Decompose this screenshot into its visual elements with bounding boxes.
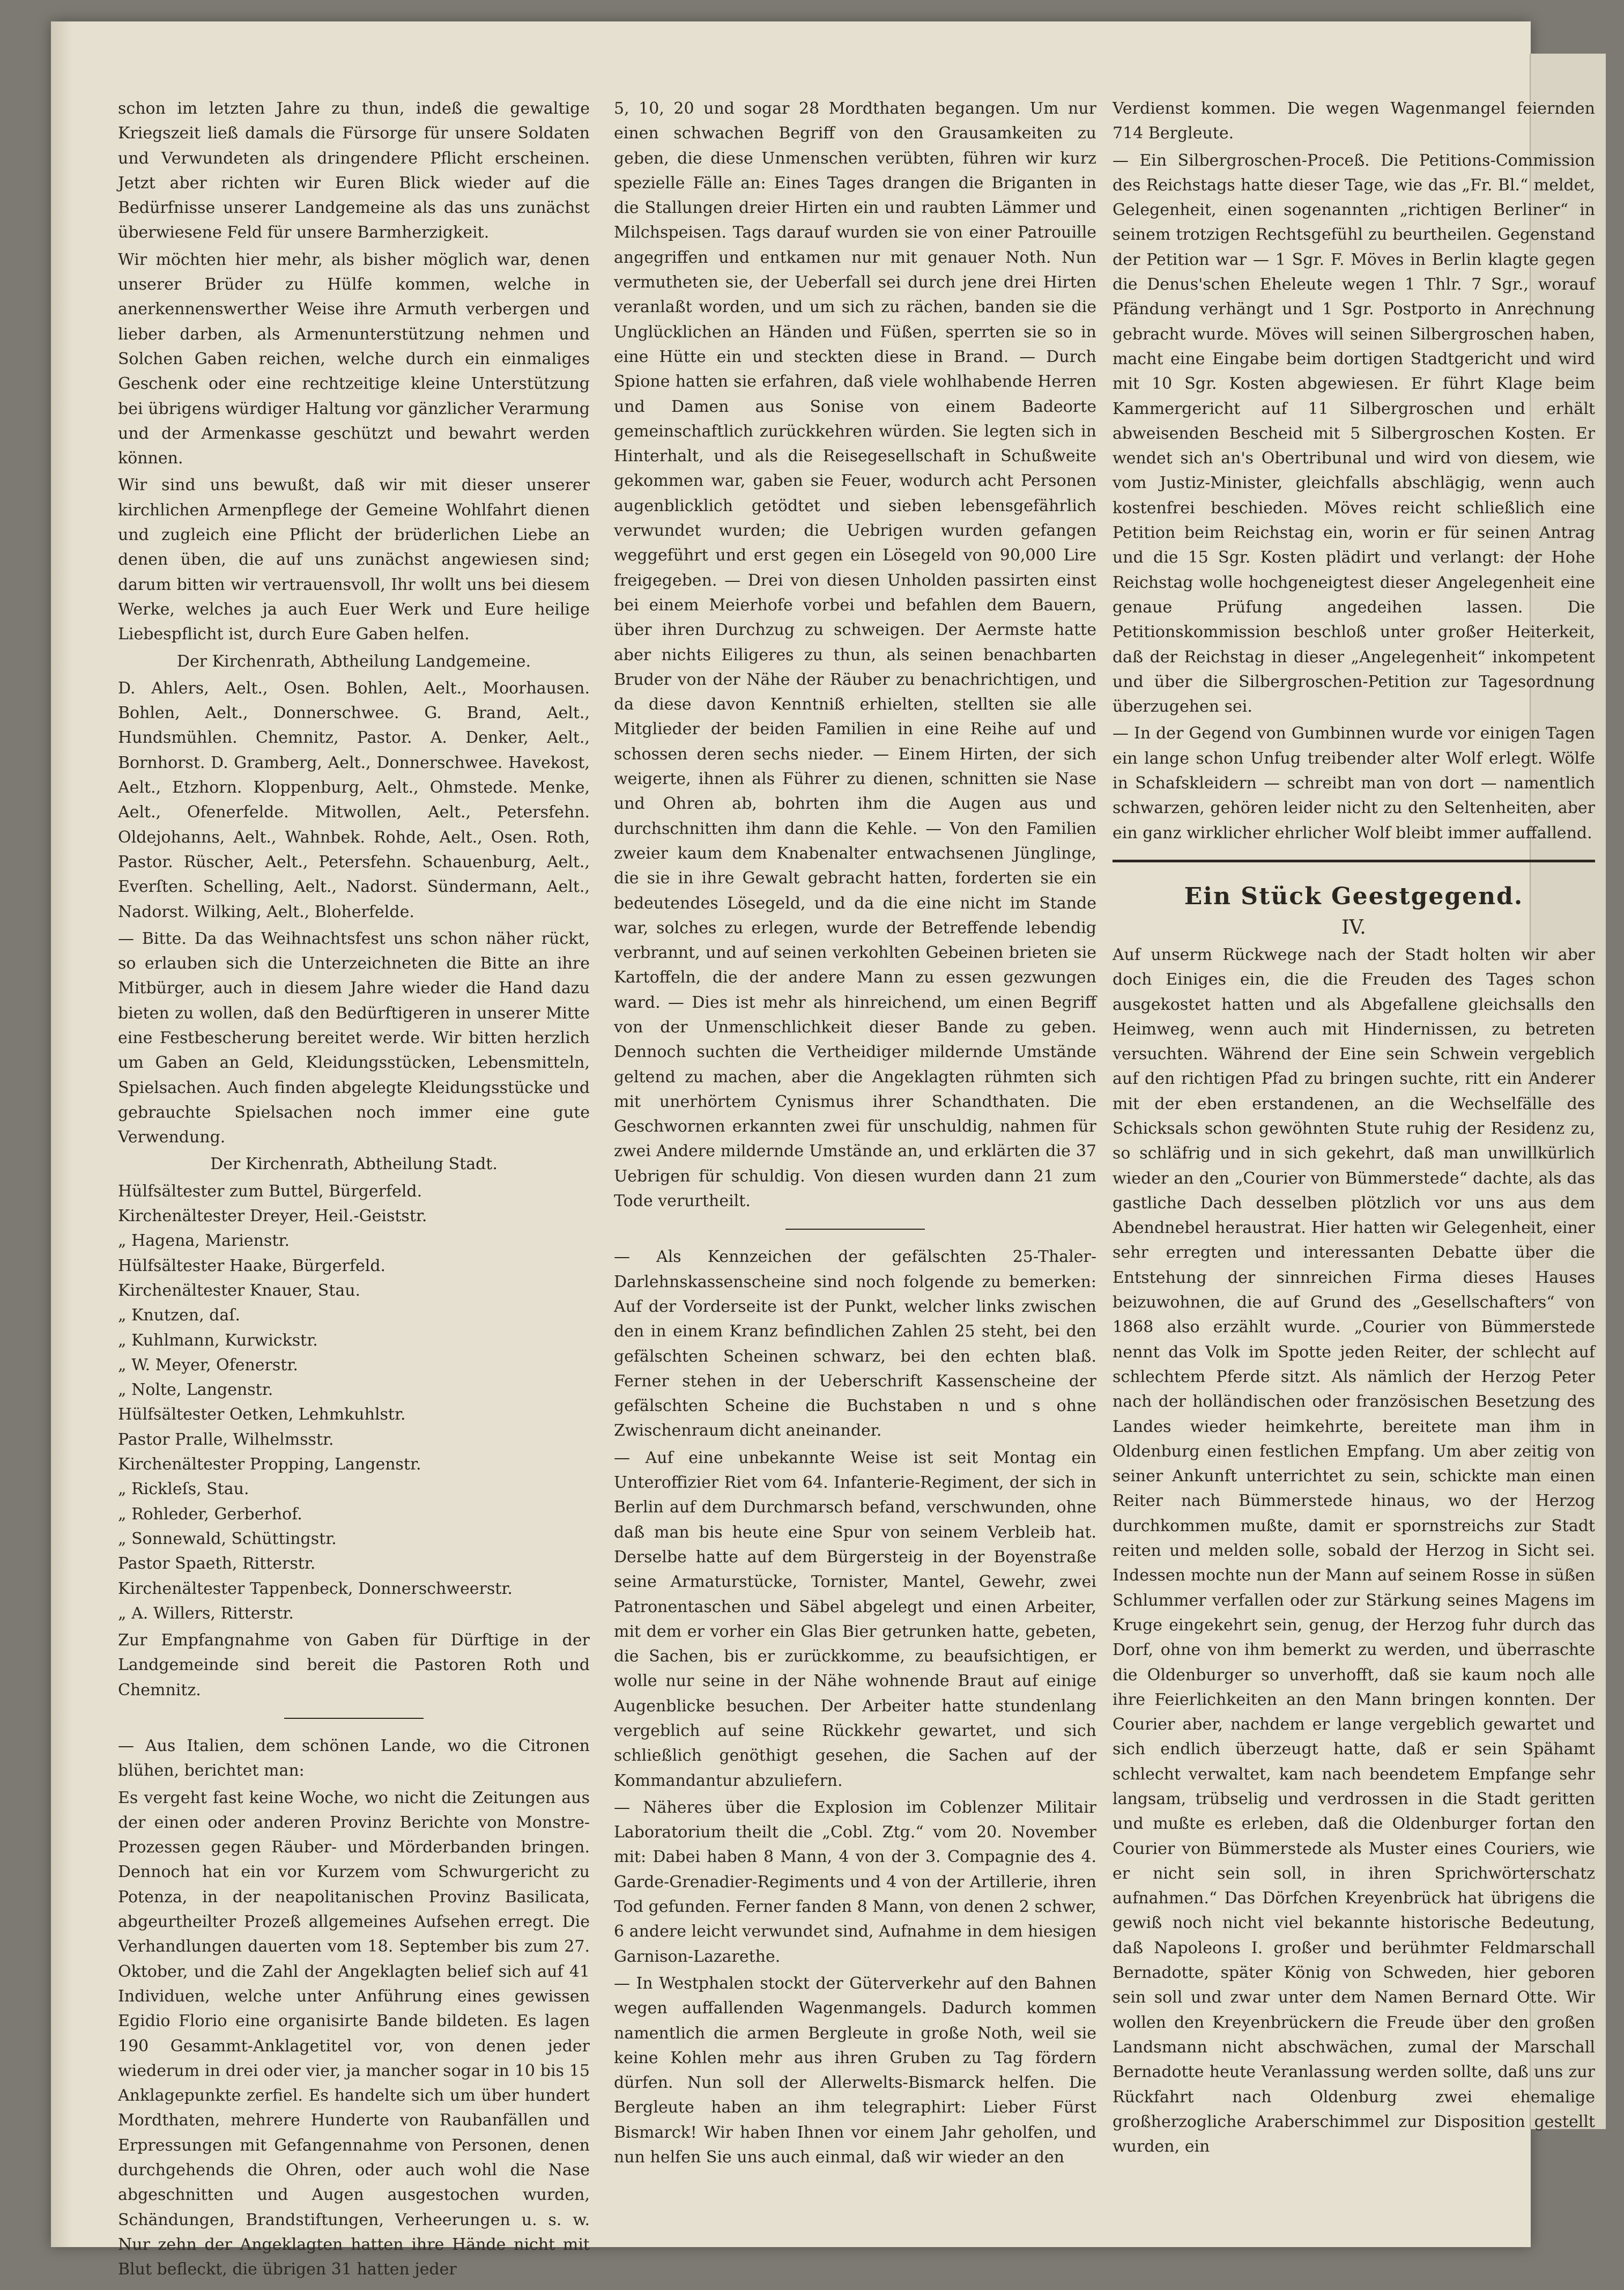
col1-paragraph-10: Es vergeht fast keine Woche, wo nicht die Zeitungen aus der einen oder anderen Provinz Berichte von Monstre-Prozessen gegen Räuber- und Mörderbanden bringen. Dennoch hat ein vor Kurzem vom Schwurgericht zu Potenza, in der neapolitanischen Provinz Basilicata, abgeurtheilter Prozeß allgemeines Aufsehen erregt. Die Verhandlungen dauerten vom 18. September bis zum 27. Oktober, und die Zahl der Angeklagten belief sich auf 41 Individuen, welche unter Anführung eines gewissen Egidio Florio eine organisirte Bande bildeten. Es lagen 190 Gesammt-Anklagetitel vor, von denen jeder wiederum in drei oder vier, ja mancher sogar in 10 bis 15 Anklagepunkte zerfiel. Es handelte sich um über hundert Mordthaten, mehrere Hunderte von Raubanfällen und Erpressungen mit Gefangennahme von Personen, denen durchgehends die Ohren, oder auch wohl die Nase abgeschnitten und Augen ausgestochen wurden, Schändungen, Brandstiftungen, Verheerungen u. s. w. Nur zehn der Angeklagten hatten ihre Hände nicht mit Blut befleckt, die übrigen 31 hatten jeder — [118, 1788, 590, 2279]
col1-paragraph-7: Der Kirchenrath, Abtheilung Stadt. — [210, 1155, 498, 1174]
separator-rule — [785, 1229, 925, 1230]
col1-paragraph-4: Der Kirchenrath, Abtheilung Landgemeine. — [176, 652, 531, 671]
newspaper-page — [51, 21, 1595, 2279]
column-1 — [118, 97, 590, 2282]
col2-paragraph-2: — Als Kennzeichen der gefälschten 25-Thaler-Darlehnskassenscheine sind noch folgende zu bemerken: Auf der Vorderseite ist der Punkt, welcher links zwischen den in einem Kranz befindlichen Zahlen 25 steht, bei den gefälschten Scheinen schwarz, bei den echten blaß. Ferner stehen in der Ueberschrift Kassenscheine der gefälschten Scheine die Buchstaben n und s ohne Zwischenraum dicht aneinander. — [614, 1247, 1096, 1441]
col2-paragraph-1: 5, 10, 20 und sogar 28 Mordthaten begangen. Um nur einen schwachen Begriff von den Grausamkeiten zu geben, die diese Unmenschen verübten, führen wir kurz spezielle Fälle an: Eines Tages drangen die Briganten in die Stallungen dreier Hirten ein und raubten Lämmer und Milchspeisen. Tags darauf wurden sie von einer Patrouille angegriffen und entkamen nur mit genauer Noth. Nun vermutheten sie, der Ueberfall sei durch jene drei Hirten veranlaßt worden, und um sich zu rächen, banden sie die Unglücklichen an Händen und Füßen, sperrten sie so in eine Hütte ein und steckten diese in Brand. — Durch Spione hatten sie erfahren, daß viele wohlhabende Herren und Damen aus Sonise von einem Badeorte gemeinschaftlich zurückkehren würden. Sie legten sich in Hinterhalt, und als die Reisegesellschaft in Schußweite gekommen war, gaben sie Feuer, wodurch acht Personen augenblicklich getödtet und sieben lebensgefährlich verwundet wurden; die Uebrigen wurden gefangen weggeführt und erst gegen ein Lösegeld von 90,000 Lire freigegeben. — Drei von diesen Unholden passirten einst bei einem Meierhofe vorbei und befahlen dem Bauern, über ihren Durchzug zu schweigen. Der Aermste hatte aber nichts Eiligeres zu thun, als seinen benachbarten Bruder von der Nähe der Räuber zu benachrichtigen, und da diese davon Kenntniß erhielten, stellten sie alle Mitglieder der beiden Familien in eine Reihe auf und schossen deren sechs nieder. — Einem Hirten, der sich weigerte, ihnen als Führer zu dienen, schnitten sie Nase und Ohren ab, bohrten ihm die Augen aus und durchschnitten ihm dann die Kehle. — Von den Familien zweier kaum dem Knabenalter entwachsenen Jünglinge, die sie in ihre Gewalt gebracht hatten, forderten sie ein bedeutendes Lösegeld, und da die eine nicht im Stande war, solches zu erlegen, wurde der Betreffende lebendig verbrannt, und auf seinen verkohlten Gebeinen brieten sie Kartoffeln, die der andere Mann zu essen gezwungen ward. — Dies ist mehr als hinreichend, um einen Begriff von der Unmenschlichkeit dieser Bande zu geben. Dennoch suchten die Vertheidiger mildernde Umstände geltend zu machen, aber die Angeklagten rühmten sich mit unerhörtem Cynismus ihrer Schandthaten. Die Geschwornen erkannten zwei für unschuldig, nahmen für zwei Andere mildernde Umstände an, und erklärten die 37 Uebrigen für schuldig. Von diesen wurden dann 21 zum Tode verurtheilt. — [614, 99, 1096, 1211]
col1-paragraph-9: — Aus Italien, dem schönen Lande, wo die Citronen blühen, berichtet man: — [118, 1737, 590, 1781]
section-title: Ein Stück Geestgegend. — [1184, 882, 1524, 910]
section-divider — [1113, 860, 1595, 862]
col1-paragraph-1: schon im letzten Jahre zu thun, indeß die gewaltige Kriegszeit ließ damals die Fürsorge für unsere Soldaten und Verwundeten als dringendere Pflicht erscheinen. Jetzt aber richten wir Euren Blick wieder auf die Bedürfnisse unserer Landgemeine als das uns zunächst überwiesene Feld für unsere Barmherzigkeit. — [118, 99, 590, 242]
col2-paragraph-3: — Auf eine unbekannte Weise ist seit Montag ein Unteroffizier Riet vom 64. Infanterie-Regiment, der sich in Berlin auf dem Durchmarsch befand, verschwunden, ohne daß man bis heute eine Spur von seinem Verbleib hat. Derselbe hatte auf dem Bürgersteig in der Boyenstraße seine Armaturstücke, Tornister, Mantel, Gewehr, zwei Patronentaschen und Säbel abgelegt und einen Arbeiter, mit dem er vorher ein Glas Bier getrunken hatte, gebeten, die Sachen, bis er zurückkomme, zu beaufsichtigen, er wolle nur seine in der Nähe wohnende Braut auf einige Augenblicke besuchen. Der Arbeiter hatte stundenlang vergeblich auf seine Rückkehr gewartet, und sich schließlich genöthigt gesehen, die Sachen auf der Kommandantur abzuliefern. — [614, 1448, 1096, 1790]
col1-signers: Hülfsältester zum Buttel, Bürgerfeld. Kirchenältester Dreyer, Heil.-Geiststr. „ Hagena, Marienstr. Hülfsältester Haake, Bürgerfeld. Kirchenältester Knauer, Stau. „ Knutzen, daſ. „ Kuhlmann, Kurwickstr. „ W. Meyer, Ofenerstr. „ Nolte, Langenstr. Hülfsältester Oetken, Lehmkuhlstr. Pastor Pralle, Wilhelmsstr. Kirchenältester Propping, Langenstr. „ Rickleſs, Stau. „ Rohleder, Gerberhof. „ Sonnewald, Schüttingstr. Pastor Spaeth, Ritterstr. Kirchenältester Tappenbeck, Donnerschweerstr. „ A. Willers, Ritterstr. — [118, 1181, 513, 1623]
col3-paragraph-3: — In der Gegend von Gumbinnen wurde vor einigen Tagen ein lange schon Unfug treibender alter Wolf erlegt. Wölfe in Schafskleidern — schreibt man von dort — namentlich schwarzen, gehören leider nicht zu den Seltenheiten, aber ein ganz wirklicher ehrlicher Wolf bleibt immer auffallend. — [1113, 724, 1595, 843]
col2-paragraph-4: — Näheres über die Explosion im Coblenzer Militair Laboratorium theilt die „Cobl. Ztg.“ vom 20. November mit: Dabei haben 8 Mann, 4 von der 3. Compagnie des 4. Garde-Grenadier-Regiments und 4 von der Artillerie, ihren Tod gefunden. Ferner fanden 8 Mann, von denen 2 schwer, 6 andere leicht verwundet sind, Aufnahme in dem hiesigen Garnison-Lazarethe. — [614, 1798, 1096, 1966]
col1-paragraph-6: — Bitte. Da das Weihnachtsfest uns schon näher rückt, so erlauben sich die Unterzeichneten die Bitte an ihre Mitbürger, auch in diesem Jahre wieder die Hand dazu bieten zu wollen, daß den Bedürftigeren in unserer Mitte eine Festbescherung bereitet werde. Wir bitten herzlich um Gaben an Geld, Kleidungsstücken, Lebensmitteln, Spielsachen. Auch finden abgelegte Kleidungsstücke und gebrauchte Spielsachen noch immer eine gute Verwendung. — [118, 929, 590, 1147]
page-fold-shadow — [51, 21, 72, 2247]
section-number: IV. — [1341, 916, 1366, 939]
col1-paragraph-3: Wir sind uns bewußt, daß wir mit dieser unserer kirchlichen Armenpflege der Gemeine Wohlfahrt dienen und zugleich eine Pflicht der brüderlichen Liebe an denen üben, die auf uns zunächst angewiesen sind; darum bitten wir vertrauensvoll, Ihr wollt uns bei diesem Werke, welches ja auch Euer Werk und Eure heilige Liebespflicht ist, durch Eure Gaben helfen. — [118, 476, 590, 644]
col1-paragraph-5: D. Ahlers, Aelt., Osen. Bohlen, Aelt., Moorhausen. Bohlen, Aelt., Donnerschwee. G. Brand, Aelt., Hundsmühlen. Chemnitz, Pastor. A. Denker, Aelt., Bornhorst. D. Gramberg, Aelt., Donnerschwee. Havekost, Aelt., Etzhorn. Kloppenburg, Aelt., Ohmstede. Menke, Aelt., Ofenerfelde. Mitwollen, Aelt., Petersfehn. Oldejohanns, Aelt., Wahnbek. Rohde, Aelt., Osen. Roth, Pastor. Rüscher, Aelt., Petersfehn. Schauenburg, Aelt., Everſten. Schelling, Aelt., Nadorst. Sündermann, Aelt., Nadorst. Wilking, Aelt., Bloherfelde. — [118, 678, 590, 921]
col1-paragraph-8: Zur Empfangnahme von Gaben für Dürftige in der Landgemeinde sind bereit die Pastoren Roth und Chemnitz. — [118, 1631, 590, 1700]
column-2 — [614, 97, 1096, 2170]
col2-paragraph-5: — In Westphalen stockt der Güterverkehr auf den Bahnen wegen auffallenden Wagenmangels. Dadurch kommen namentlich die armen Bergleute in große Noth, weil sie keine Kohlen mehr aus ihren Gruben zu Tag fördern dürfen. Nun soll der Allerwelts-Bismarck helfen. Die Bergleute haben an ihm telegraphirt: Lieber Fürst Bismarck! Wir haben Ihnen vor einem Jahr geholfen, und nun helfen Sie uns auch einmal, daß wir wieder an den — [614, 1974, 1096, 2167]
col1-paragraph-2: Wir möchten hier mehr, als bisher möglich war, denen unserer Brüder zu Hülfe kommen, welche in anerkennenswerther Weise ihre Armuth verbergen und lieber darben, als Armenunterstützung nehmen und Solchen Gaben reichen, welche durch ein einmaliges Geschenk oder eine rechtzeitige kleine Unterstützung bei übrigens würdiger Haltung vor gänzlicher Verarmung und der Armenkasse geschützt und bewahrt werden können. — [118, 250, 590, 468]
col3-paragraph-2: — Ein Silbergroschen-Proceß. Die Petitions-Commission des Reichstags hatte dieser Tage, wie das „Fr. Bl.“ meldet, Gelegenheit, einen sogenannten „richtigen Berliner“ in seinem trotzigen Rechtsgefühl zu beurtheilen. Gegenstand der Petition war — 1 Sgr. F. Möves in Berlin klagte gegen die Denus'schen Eheleute wegen 1 Thlr. 7 Sgr., worauf Pfändung verhängt und 1 Sgr. Postporto in Anrechnung gebracht wurde. Möves will seinen Silbergroschen haben, macht eine Eingabe beim dortigen Stadtgericht und wird mit 10 Sgr. Kosten abgewiesen. Er führt Klage beim Kammergericht auf 11 Silbergroschen und erhält abweisenden Bescheid mit 5 Silbergroschen Kosten. Er wendet sich an's Obertribunal und wird von diesem, wie vom Justiz-Minister, gleichfalls abschlägig, wenn auch kostenfrei beschieden. Möves reicht schließlich eine Petition beim Reichstag ein, worin er für seinen Antrag und die 15 Sgr. Kosten plädirt und verlangt: der Hohe Reichstag wolle hochgeneigtest dieser Angelegenheit eine genaue Prüfung angedeihen lassen. Die Petitionskommission beschloß unter großer Heiterkeit, daß der Reichstag in dieser „Angelegenheit“ inkompetent und über die Silbergroschen-Petition zur Tagesordnung überzugehen sei. — [1113, 151, 1595, 716]
column-3 — [1113, 97, 1595, 2159]
col3-paragraph-1: Verdienst kommen. Die wegen Wagenmangel feiernden 714 Bergleute. — [1113, 99, 1595, 143]
separator-rule — [284, 1718, 424, 1719]
col3-paragraph-4: Auf unserm Rückwege nach der Stadt holten wir aber doch Einiges ein, die die Freuden des Tages schon ausgekostet hatten und als Abgefallene gleichsalls den Heimweg, wenn auch mit Hindernissen, zu betreten versuchten. Während der Eine sein Schwein vergeblich auf den richtigen Pfad zu bringen suchte, ritt ein Anderer mit der eben erstandenen, an die Wechselfälle des Schicksals schon gewöhnten Stute ruhig der Residenz zu, so schläfrig und in sich gekehrt, daß man unwillkürlich wieder an den „Courier von Bümmerstede“ dachte, als das gastliche Dach desselben plötzlich vor uns aus dem Abendnebel heraustrat. Hier hatten wir Gelegenheit, einer sehr erregten und interessanten Debatte über die Entstehung der sinnreichen Firma dieses Hauses beizuwohnen, die auf Grund des „Gesellschafters“ von 1868 also erzählt wurde. „Courier von Bümmerstede nennt das Volk im Spotte jeden Reiter, der schlecht auf schlechtem Pferde sitzt. Als nämlich der Herzog Peter nach der holländischen oder französischen Besetzung des Landes wieder heimkehrte, bereitete man ihm in Oldenburg einen festlichen Empfang. Um aber zeitig von seiner Ankunft unterrichtet zu sein, schickte man einen Reiter nach Bümmerstede hinaus, wo der Herzog durchkommen mußte, damit er spornstreichs zur Stadt reiten und melden solle, sobald der Herzog in Sicht sei. Indessen mochte nun der Mann auf seinem Rosse in süßen Schlummer verfallen oder zur Stärkung seines Magens im Kruge eingekehrt sein, genug, der Herzog fuhr durch das Dorf, ohne von ihm bemerkt zu werden, und überraschte die Oldenburger so unverhofft, daß sie kaum noch alle ihre Feierlichkeiten an den Mann bringen konnten. Der Courier aber, nachdem er lange vergeblich gewartet und sich endlich überzeugt hatte, daß er sein Spähamt schlecht verwaltet, kam nach beendetem Empfange sehr langsam, trübselig und verdrossen in die Stadt geritten und mußte es erleben, daß die Oldenburger fortan den Courier von Bümmerstede als Muster eines Couriers, wie er nicht sein soll, in ihren Sprichwörterschatz aufnahmen.“ Das Dörfchen Kreyenbrück hat übrigens die gewiß noch nicht viel bekannte historische Bedeutung, daß Napoleons I. großer und berühmter Feldmarschall Bernadotte, später König von Schweden, hier geboren sein soll und zwar unter dem Namen Bernard Otte. Wir wollen den Kreyenbrückern die Freude über den großen Landsmann nicht abschwächen, zumal der Marschall Bernadotte heute Veranlassung werden sollte, daß uns zur Rückfahrt nach Oldenburg zwei ehemalige großherzogliche Araberschimmel zur Disposition gestellt wurden, ein — [1113, 945, 1595, 2156]
